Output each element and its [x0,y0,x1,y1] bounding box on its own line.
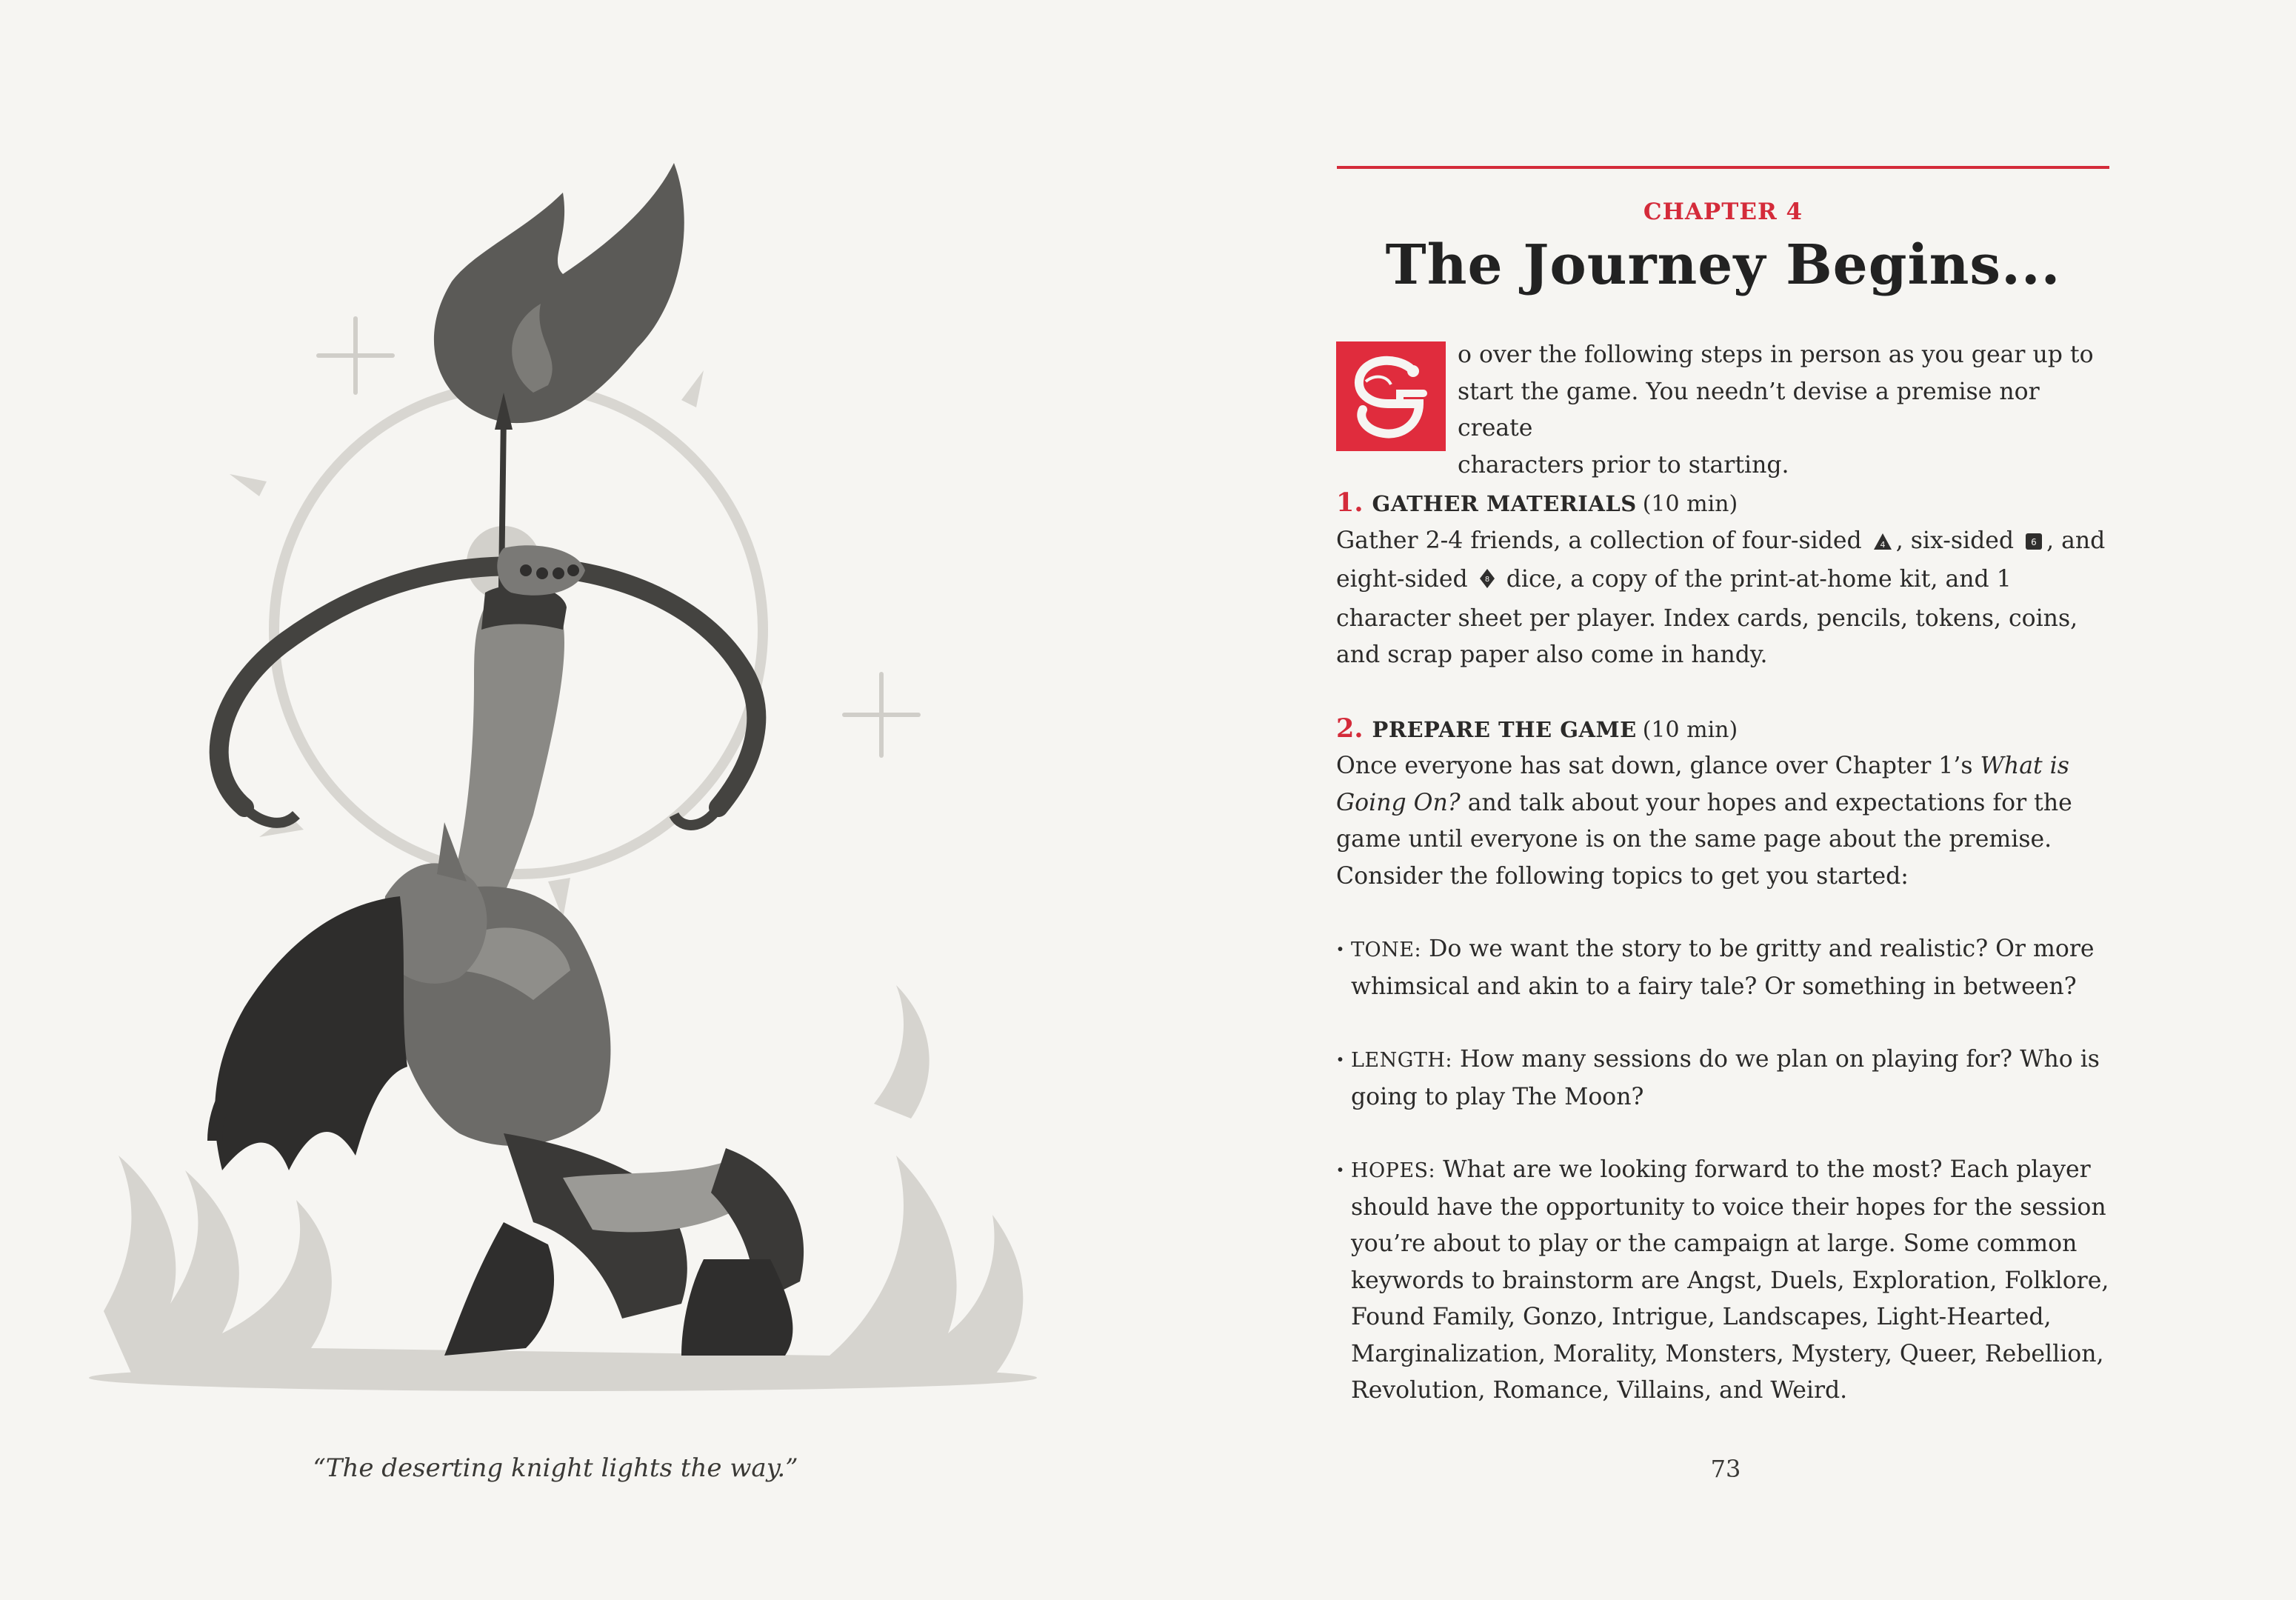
step-2-chapter-reference: What is Going On? [1336,753,2069,816]
topic-item-hopes [1336,1152,2114,1410]
step-title: GATHER MATERIALS [1372,491,1637,516]
chapter-body [1336,337,2114,1446]
step-gather-materials [1336,484,2114,674]
intro-line-2: start the game. You needn’t devise a premise nor create [1458,378,2040,441]
intro-paragraph [1336,337,2114,479]
illustration-caption: “The deserting knight lights the way.” [313,1453,798,1483]
step-2-text-a: Once everyone has sat down, glance over Chapter 1’s [1336,753,1973,779]
topic-key: TONE: [1351,939,1422,961]
svg-text:6: 6 [2031,536,2037,547]
step-number: 2. [1336,713,1364,744]
chapter-rule [1337,166,2109,169]
topic-text: Do we want the story to be gritty and realistic? Or more whimsical and akin to a fairy tale? Or something in between? [1351,936,2095,1000]
d8-icon [1479,564,1495,601]
svg-text:4: 4 [1880,539,1886,550]
step-1-text-c: , and [2046,527,2106,554]
knight-illustration [89,148,1052,1437]
chapter-title: The Journey Begins... [1385,233,2061,297]
intro-line-3: characters prior to starting. [1458,451,1789,479]
dropcap-g-icon [1336,341,1446,451]
step-prepare-game [1336,710,2114,896]
step-1-text-a: Gather 2-4 friends, a collection of four-sided [1336,527,1862,554]
step-1-text-b: , six-sided [1895,527,2015,554]
step-2-text-b: and talk about your hopes and expectations for the game until everyone is on the same page about the premise. Consider the following topics to get you started: [1336,789,2072,890]
d4-icon [1873,525,1892,562]
step-1-text-d: eight-sided [1336,566,1468,593]
step-title: PREPARE THE GAME [1372,716,1637,742]
step-duration: (10 min) [1642,716,1738,743]
topic-item-tone [1336,931,2114,1005]
page-number: 73 [1710,1455,1741,1483]
d6-icon [2025,525,2043,562]
topic-text: What are we looking forward to the most? Each player should have the opportunity to voice their hopes for the session you’re about to play or the campaign at large. Some common keywords to brainstorm are Angst, Duels, Exploration, Folklore, Found Family, Gonzo, Intrigue, Landscapes, Light-Hearted, Marginalization, Morality, Monsters, Mystery, Queer, Rebellion, Revolution, Romance, Villains, and Weird. [1351,1156,2109,1404]
step-number: 1. [1336,487,1364,518]
topic-list [1336,931,2114,1410]
topic-key: HOPES: [1351,1159,1436,1182]
topic-text: How many sessions do we plan on playing for? Who is going to play The Moon? [1351,1046,2100,1110]
archer-knight-image [89,148,1052,1437]
step-duration: (10 min) [1642,491,1738,517]
topic-key: LENGTH: [1351,1049,1452,1072]
chapter-label: CHAPTER 4 [1643,199,1803,225]
intro-line-1: o over the following steps in person as you gear up to [1458,341,2094,368]
step-1-heading [1336,484,2114,523]
step-2-heading [1336,710,2114,749]
step-1-text-e: dice, a copy of the print-at-home kit, and 1 character sheet per player. Index cards, pencils, tokens, coins, and scrap paper also come in handy. [1336,566,2078,668]
topic-item-length [1336,1041,2114,1116]
svg-text:8: 8 [1484,576,1489,584]
